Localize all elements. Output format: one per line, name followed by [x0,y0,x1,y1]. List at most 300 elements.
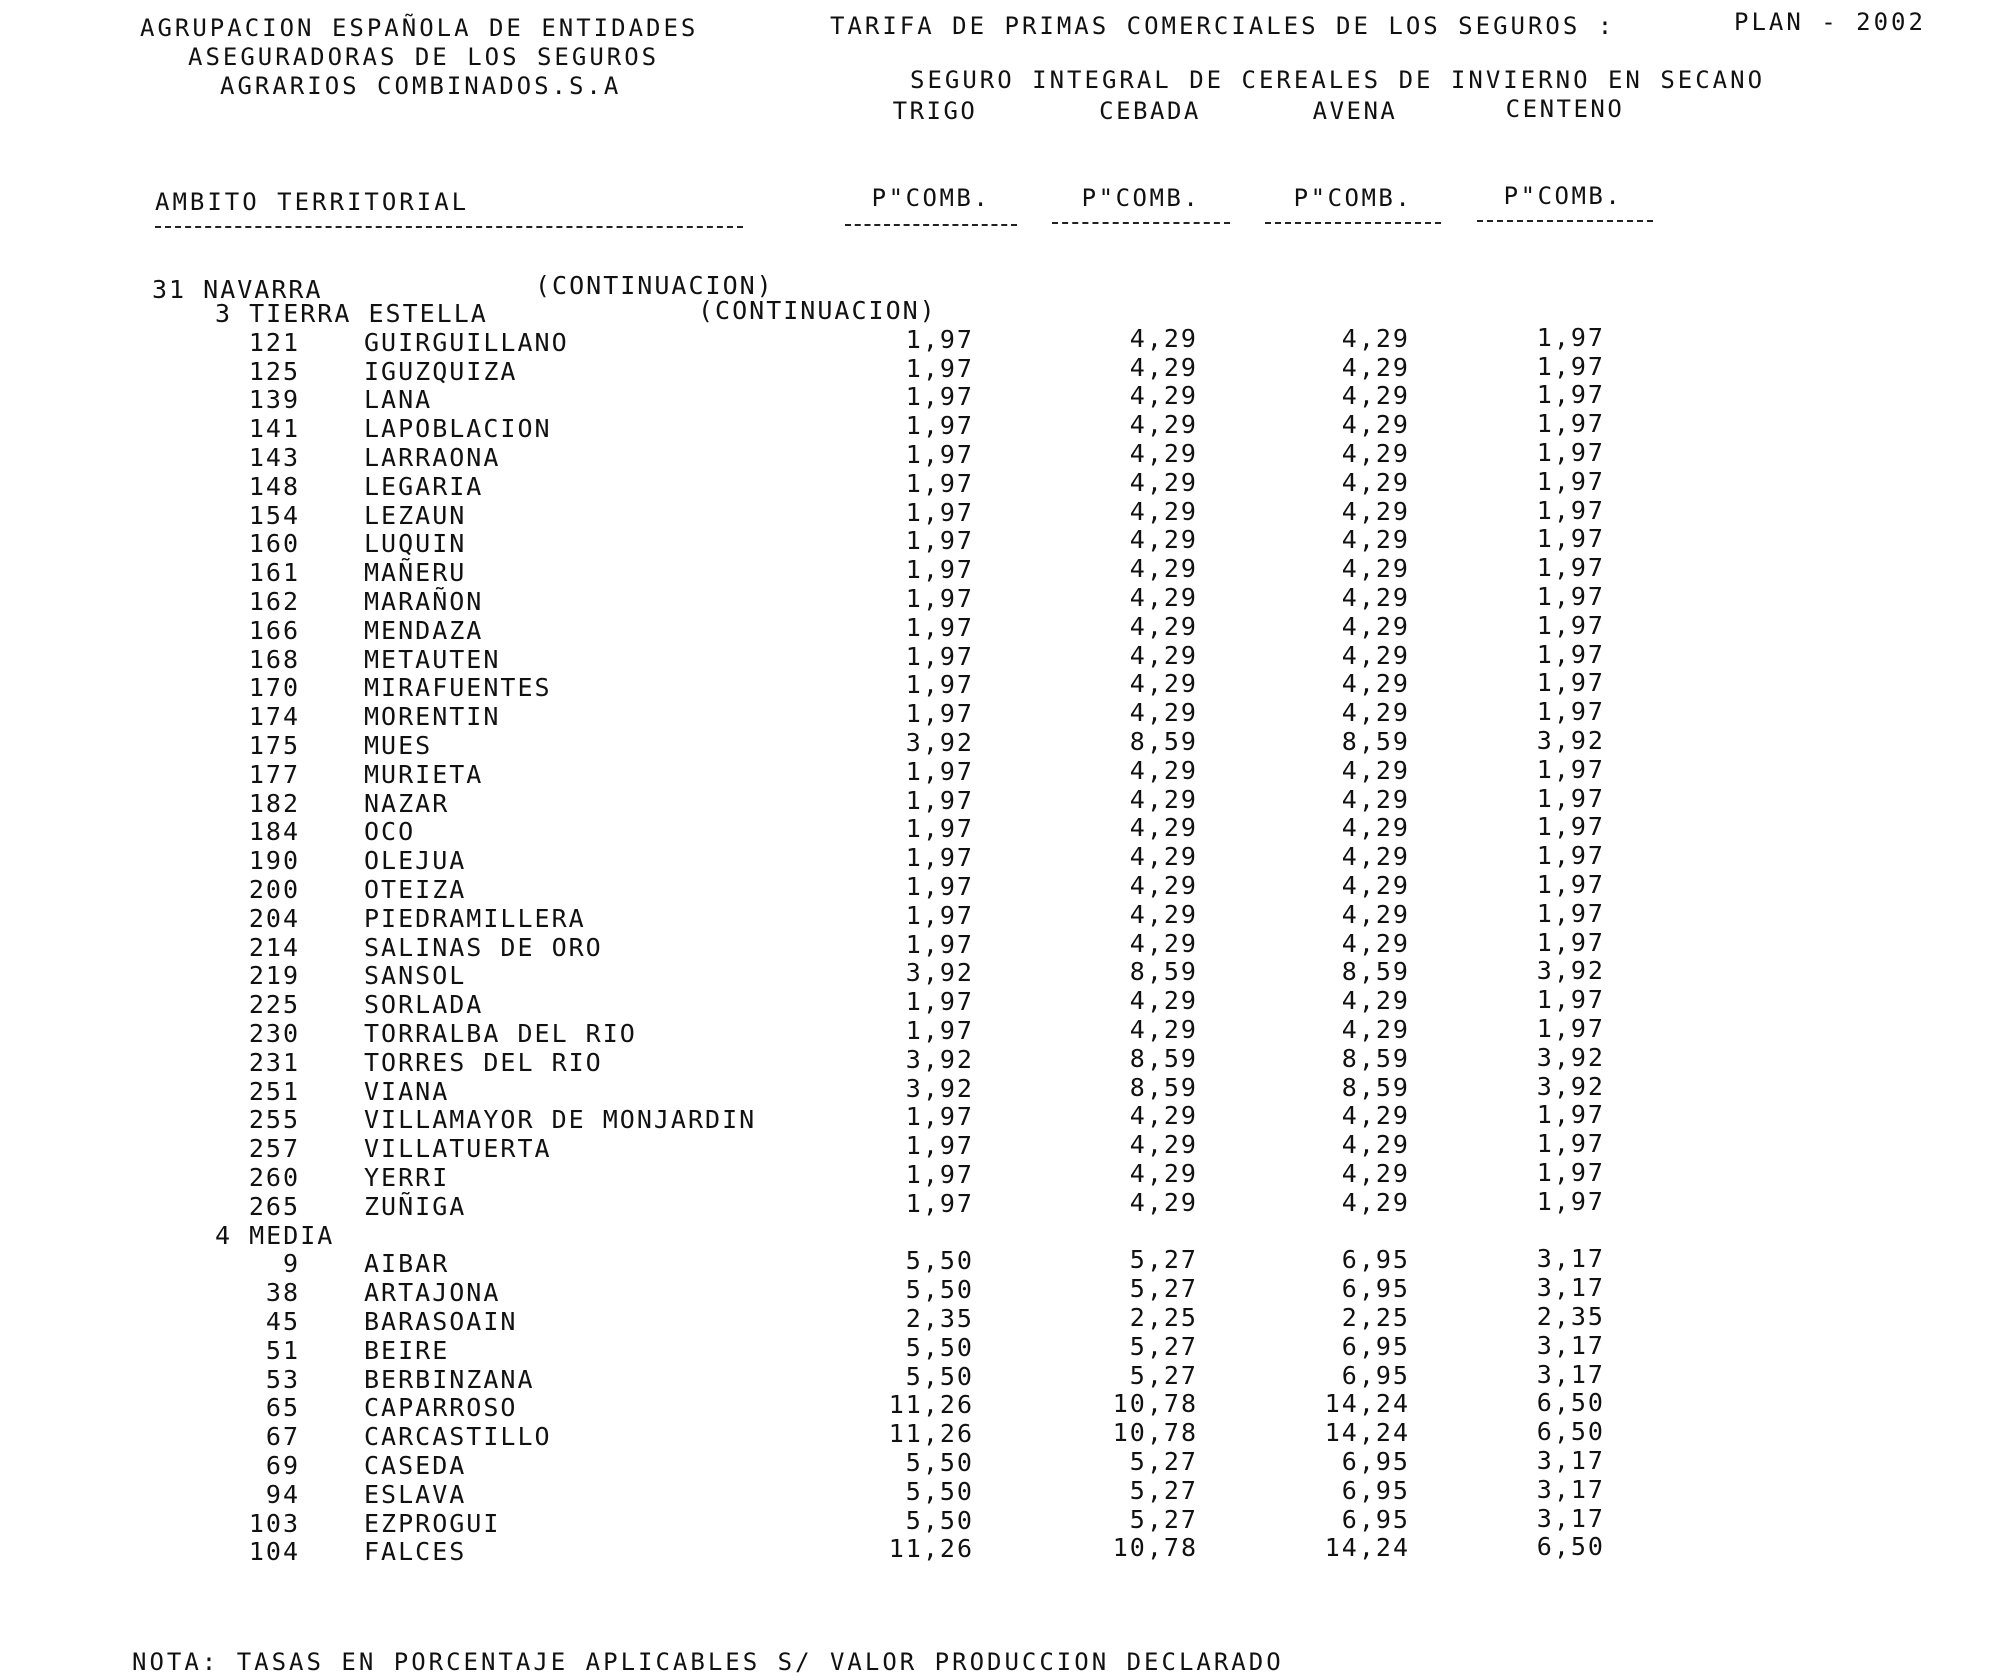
avena-rate: 4,29 [1341,496,1410,526]
centeno-rate: 1,97 [1536,322,1605,352]
cebada-rate: 8,59 [1129,1043,1198,1073]
centeno-rate: 1,97 [1536,1129,1605,1159]
municipality-code: 154 [248,500,300,530]
municipality-code: 69 [265,1451,300,1480]
municipality-name: OLEJUA [364,846,467,876]
centeno-rate: 1,97 [1536,1186,1605,1216]
trigo-underline [845,224,1017,226]
table-row [0,582,2000,616]
trigo-rate: 1,97 [905,1102,974,1132]
avena-rate: 4,29 [1341,813,1410,843]
centeno-rate: 1,97 [1536,351,1605,381]
municipality-code: 175 [248,731,300,760]
cebada-rate: 5,27 [1129,1331,1198,1361]
municipality-code: 251 [248,1076,300,1106]
table-row [0,495,2000,530]
centeno-rate: 1,97 [1536,610,1605,640]
cebada-rate: 4,29 [1129,755,1198,785]
table-row [0,466,2000,501]
avena-rate: 14,24 [1324,1533,1410,1563]
cebada-rate: 4,29 [1129,698,1198,728]
avena-rate: 4,29 [1341,1130,1410,1160]
avena-rate: 4,29 [1341,583,1410,612]
avena-rate: 4,29 [1341,611,1410,641]
org-name-line3: AGRARIOS COMBINADOS.S.A [220,72,622,100]
avena-rate: 4,29 [1341,986,1410,1016]
table-row [0,524,2000,559]
municipality-name: PIEDRAMILLERA [364,903,586,933]
crop-heading-avena: AVENA [1312,97,1398,125]
municipality-name: YERRI [364,1163,450,1192]
cebada-rate: 4,29 [1129,1101,1198,1131]
centeno-rate: 1,97 [1536,697,1605,727]
municipality-name: OCO [364,817,416,847]
cebada-rate: 8,59 [1129,1072,1198,1102]
avena-rate: 4,29 [1341,1187,1410,1217]
plan-label: PLAN - 2002 [1734,8,1926,36]
centeno-rate: 1,97 [1536,495,1605,525]
municipality-code: 170 [248,673,300,703]
municipality-name: BEIRE [364,1335,450,1365]
org-name-line2: ASEGURADORAS DE LOS SEGUROS [188,43,660,71]
municipality-code: 103 [248,1508,300,1538]
trigo-rate: 1,97 [905,555,974,585]
ambito-heading: AMBITO TERRITORIAL [155,188,470,216]
trigo-rate: 1,97 [905,468,974,498]
trigo-rate: 1,97 [905,324,974,354]
trigo-rate: 1,97 [905,670,974,700]
table-row [0,351,2000,386]
municipality-name: VIANA [364,1076,450,1106]
municipality-name: NAZAR [364,788,450,818]
avena-rate: 4,29 [1341,1101,1410,1131]
avena-rate: 4,29 [1341,525,1410,555]
cebada-rate: 5,27 [1129,1504,1198,1534]
centeno-rate: 1,97 [1536,754,1605,784]
table-row [0,1244,2000,1279]
trigo-rate: 1,97 [905,584,974,613]
avena-rate: 8,59 [1341,727,1410,756]
table-row [0,898,2000,933]
municipality-name: LANA [364,385,433,415]
avena-rate: 4,29 [1341,871,1410,900]
centeno-rate: 1,97 [1536,524,1605,554]
municipality-code: 38 [265,1278,300,1308]
footer-note: NOTA: TASAS EN PORCENTAJE APLICABLES S/ VALOR PRODUCCION DECLARADO [132,1648,1284,1676]
centeno-rate: 1,97 [1536,783,1605,813]
avena-rate: 4,29 [1341,928,1410,958]
trigo-rate: 1,97 [905,612,974,642]
cebada-rate: 5,27 [1129,1274,1198,1304]
municipality-code: 265 [248,1191,300,1221]
municipality-code: 67 [265,1422,300,1452]
municipality-code: 65 [265,1393,300,1423]
municipality-name: EZPROGUI [364,1508,501,1538]
trigo-rate: 1,97 [905,440,974,469]
table-row [0,726,2000,760]
trigo-rate: 11,26 [888,1534,974,1564]
avena-rate: 4,29 [1341,352,1410,382]
cebada-rate: 5,27 [1129,1245,1198,1275]
municipality-name: MURIETA [364,759,484,789]
trigo-rate: 5,50 [905,1505,974,1535]
cebada-rate: 10,78 [1112,1418,1198,1448]
table-row [0,1129,2000,1164]
cebada-rate: 4,29 [1129,554,1198,584]
municipality-code: 190 [248,846,300,876]
table-row [0,1014,2000,1048]
trigo-rate: 1,97 [905,843,974,873]
centeno-rate: 3,17 [1536,1503,1605,1533]
municipality-code: 51 [265,1335,300,1365]
centeno-rate: 1,97 [1536,1014,1605,1043]
tarifa-title: TARIFA DE PRIMAS COMERCIALES DE LOS SEGUROS : [830,12,1616,40]
cebada-rate: 4,29 [1129,583,1198,612]
avena-rate: 4,29 [1341,410,1410,440]
municipality-code: 225 [248,990,300,1020]
avena-rate: 6,95 [1341,1475,1410,1505]
municipality-name: FALCES [364,1537,467,1567]
centeno-rate: 1,97 [1536,553,1605,583]
table-row [0,553,2000,588]
avena-rate: 4,29 [1341,381,1410,411]
cebada-rate: 4,29 [1129,928,1198,958]
avena-rate: 4,29 [1341,554,1410,584]
municipality-name: LARRAONA [364,443,501,472]
cebada-rate: 4,29 [1129,669,1198,699]
municipality-name: LEGARIA [364,471,484,501]
municipality-code: 231 [248,1047,300,1077]
table-row [0,1042,2000,1077]
table-row [0,783,2000,818]
cebada-rate: 4,29 [1129,496,1198,526]
table-row [0,697,2000,732]
municipality-code: 174 [248,702,300,732]
cebada-rate: 10,78 [1112,1389,1198,1419]
table-row [0,985,2000,1020]
cebada-rate: 10,78 [1112,1533,1198,1563]
avena-rate: 6,95 [1341,1274,1410,1304]
trigo-rate: 5,50 [905,1448,974,1477]
centeno-rate: 3,92 [1536,726,1605,755]
centeno-rate: 1,97 [1536,409,1605,439]
trigo-rate: 1,97 [905,1188,974,1218]
table-row [0,956,2000,991]
municipality-name: LEZAUN [364,500,467,530]
avena-rate: 4,29 [1341,1015,1410,1044]
municipality-code: 230 [248,1019,300,1048]
table-row [0,1273,2000,1308]
trigo-rate: 3,92 [905,1044,974,1074]
table-row [0,1417,2000,1452]
avena-rate: 6,95 [1341,1245,1410,1275]
trigo-rate: 11,26 [888,1419,974,1449]
municipality-code: 162 [248,587,300,616]
cebada-rate: 8,59 [1129,957,1198,987]
municipality-code: 143 [248,443,300,472]
centeno-rate: 1,97 [1536,1100,1605,1130]
trigo-rate: 5,50 [905,1332,974,1362]
trigo-rate: 5,50 [905,1361,974,1391]
centeno-rate: 1,97 [1536,668,1605,698]
avena-rate: 4,29 [1341,842,1410,872]
avena-rate: 14,24 [1324,1389,1410,1419]
cebada-rate: 4,29 [1129,467,1198,497]
municipality-code: 104 [248,1537,300,1567]
municipality-code: 200 [248,875,300,904]
municipality-name: MAÑERU [364,558,467,588]
municipality-code: 94 [265,1479,300,1509]
municipality-name: CAPARROSO [364,1393,518,1423]
avena-rate: 2,25 [1341,1303,1410,1332]
municipality-name: MUES [364,731,433,760]
avena-underline [1265,222,1441,224]
municipality-name: BARASOAIN [364,1307,518,1336]
avena-rate: 4,29 [1341,467,1410,497]
centeno-rate: 1,97 [1536,841,1605,871]
crop-heading-trigo: TRIGO [892,97,978,125]
table-row [0,1071,2000,1106]
pcomb-heading-trigo: P"COMB. [871,184,991,212]
avena-rate: 8,59 [1341,1043,1410,1073]
cebada-rate: 4,29 [1129,1130,1198,1160]
avena-rate: 4,29 [1341,323,1410,353]
cebada-rate: 4,29 [1129,842,1198,872]
table-row [0,380,2000,415]
table-row [0,1474,2000,1509]
cebada-rate: 4,29 [1129,611,1198,641]
table-row [0,639,2000,674]
table-row [0,668,2000,703]
trigo-rate: 5,50 [905,1476,974,1506]
municipality-code: 53 [265,1364,300,1394]
table-row [0,812,2000,847]
municipality-name: GUIRGUILLANO [364,327,569,357]
cebada-rate: 2,25 [1129,1303,1198,1332]
municipality-name: LAPOBLACION [364,414,552,444]
centeno-rate: 6,50 [1536,1532,1605,1562]
municipality-name: ESLAVA [364,1479,467,1509]
trigo-rate: 1,97 [905,1160,974,1189]
cebada-rate: 8,59 [1129,727,1198,756]
municipality-code: 160 [248,529,300,559]
trigo-rate: 1,97 [905,785,974,815]
municipality-name: OTEIZA [364,875,467,904]
trigo-rate: 1,97 [905,872,974,901]
region-continuation: (CONTINUACION) [535,271,774,300]
trigo-rate: 11,26 [888,1390,974,1420]
trigo-rate: 1,97 [905,1131,974,1161]
cebada-rate: 4,29 [1129,525,1198,555]
centeno-rate: 6,50 [1536,1388,1605,1418]
cebada-rate: 4,29 [1129,1187,1198,1217]
table-row [0,1100,2000,1135]
avena-rate: 6,95 [1341,1360,1410,1390]
table-row [0,322,2000,357]
centeno-rate: 3,17 [1536,1330,1605,1360]
municipality-code: 148 [248,471,300,501]
avena-rate: 4,29 [1341,755,1410,785]
table-row [0,1503,2000,1538]
region-label: 31 NAVARRA [152,275,323,304]
centeno-rate: 1,97 [1536,466,1605,496]
trigo-rate: 1,97 [905,1016,974,1045]
cebada-rate: 4,29 [1129,323,1198,353]
municipality-name: SANSOL [364,961,467,991]
avena-rate: 6,95 [1341,1504,1410,1534]
table-row [0,1330,2000,1365]
pcomb-heading-avena: P"COMB. [1293,184,1413,212]
centeno-rate: 1,97 [1536,898,1605,928]
trigo-rate: 1,97 [905,929,974,959]
seguro-title: SEGURO INTEGRAL DE CEREALES DE INVIERNO EN SECANO [910,66,1766,94]
centeno-rate: 3,92 [1536,1042,1605,1072]
centeno-underline [1477,220,1653,222]
avena-rate: 8,59 [1341,957,1410,987]
table-row [0,409,2000,444]
centeno-rate: 3,17 [1536,1273,1605,1303]
municipality-name: VILLAMAYOR DE MONJARDIN [364,1105,757,1135]
centeno-rate: 6,50 [1536,1417,1605,1447]
municipality-code: 168 [248,644,300,674]
municipality-code: 257 [248,1134,300,1164]
municipality-name: MARAÑON [364,587,484,616]
municipality-name: ZUÑIGA [364,1191,467,1221]
cebada-rate: 4,29 [1129,640,1198,670]
municipality-code: 182 [248,788,300,818]
municipality-name: MORENTIN [364,702,501,732]
centeno-rate: 3,17 [1536,1474,1605,1504]
municipality-name: SALINAS DE ORO [364,932,603,962]
trigo-rate: 1,97 [905,353,974,383]
avena-rate: 4,29 [1341,640,1410,670]
cebada-rate: 4,29 [1129,1015,1198,1044]
municipality-code: 45 [265,1307,300,1336]
org-name-line1: AGRUPACION ESPAÑOLA DE ENTIDADES [140,14,699,42]
municipality-code: 161 [248,558,300,588]
crop-heading-cebada: CEBADA [1099,97,1201,125]
centeno-rate: 3,17 [1536,1244,1605,1274]
municipality-code: 121 [248,327,300,357]
municipality-code: 9 [282,1249,300,1279]
avena-rate: 6,95 [1341,1331,1410,1361]
municipality-name: TORRES DEL RIO [364,1047,603,1077]
trigo-rate: 1,97 [905,641,974,671]
subregion-label: 4 MEDIA [215,1220,335,1250]
municipality-code: 260 [248,1163,300,1192]
cebada-rate: 4,29 [1129,784,1198,814]
crop-heading-centeno: CENTENO [1505,95,1625,123]
municipality-code: 141 [248,414,300,444]
trigo-rate: 1,97 [905,526,974,556]
trigo-rate: 5,50 [905,1246,974,1276]
pcomb-heading-cebada: P"COMB. [1081,184,1201,212]
cebada-rate: 5,27 [1129,1447,1198,1476]
avena-rate: 4,29 [1341,669,1410,699]
municipality-code: 214 [248,932,300,962]
trigo-rate: 3,92 [905,1073,974,1103]
cebada-rate: 4,29 [1129,381,1198,411]
table-row [0,754,2000,789]
table-row [0,1158,2000,1192]
centeno-rate: 1,97 [1536,927,1605,957]
cebada-rate: 4,29 [1129,871,1198,900]
municipality-name: VILLATUERTA [364,1134,552,1164]
municipality-code: 219 [248,961,300,991]
cebada-rate: 5,27 [1129,1475,1198,1505]
cebada-rate: 4,29 [1129,986,1198,1016]
table-row [0,1302,2000,1336]
cebada-rate: 4,29 [1129,439,1198,468]
centeno-rate: 1,97 [1536,1158,1605,1187]
municipality-code: 139 [248,385,300,415]
trigo-rate: 1,97 [905,756,974,786]
avena-rate: 6,95 [1341,1447,1410,1476]
avena-rate: 4,29 [1341,439,1410,468]
subregion-label: 3 TIERRA ESTELLA [215,299,488,328]
municipality-name: METAUTEN [364,644,501,674]
avena-rate: 8,59 [1341,1072,1410,1102]
centeno-rate: 3,92 [1536,1071,1605,1101]
municipality-code: 177 [248,759,300,789]
trigo-rate: 2,35 [905,1304,974,1333]
cebada-rate: 4,29 [1129,410,1198,440]
trigo-rate: 3,92 [905,958,974,988]
municipality-name: CARCASTILLO [364,1422,552,1452]
cebada-rate: 4,29 [1129,899,1198,929]
trigo-rate: 3,92 [905,728,974,757]
avena-rate: 14,24 [1324,1418,1410,1448]
municipality-name: ARTAJONA [364,1278,501,1308]
centeno-rate: 3,17 [1536,1359,1605,1389]
trigo-rate: 1,97 [905,382,974,412]
municipality-name: MIRAFUENTES [364,673,552,703]
cebada-rate: 4,29 [1129,1159,1198,1188]
table-row [0,610,2000,645]
municipality-code: 184 [248,817,300,847]
trigo-rate: 5,50 [905,1275,974,1305]
trigo-rate: 1,97 [905,411,974,441]
table-row [0,1388,2000,1423]
table-row [0,927,2000,962]
centeno-rate: 1,97 [1536,985,1605,1015]
table-row [0,1359,2000,1394]
trigo-rate: 1,97 [905,900,974,930]
table-row [0,870,2000,904]
avena-rate: 4,29 [1341,899,1410,929]
municipality-code: 204 [248,903,300,933]
municipality-name: TORRALBA DEL RIO [364,1019,637,1048]
cebada-rate: 5,27 [1129,1360,1198,1390]
cebada-underline [1052,222,1230,224]
municipality-name: MENDAZA [364,615,484,645]
avena-rate: 4,29 [1341,784,1410,814]
municipality-name: SORLADA [364,990,484,1020]
trigo-rate: 1,97 [905,497,974,527]
trigo-rate: 1,97 [905,987,974,1017]
centeno-rate: 1,97 [1536,582,1605,611]
pcomb-heading-centeno: P"COMB. [1503,182,1623,210]
ambito-underline [155,226,743,228]
table-row [0,1186,2000,1221]
municipality-code: 166 [248,615,300,645]
table-row [0,1532,2000,1567]
municipality-name: CASEDA [364,1451,467,1480]
municipality-name: IGUZQUIZA [364,356,518,386]
table-row [0,1446,2000,1480]
municipality-code: 255 [248,1105,300,1135]
cebada-rate: 4,29 [1129,813,1198,843]
